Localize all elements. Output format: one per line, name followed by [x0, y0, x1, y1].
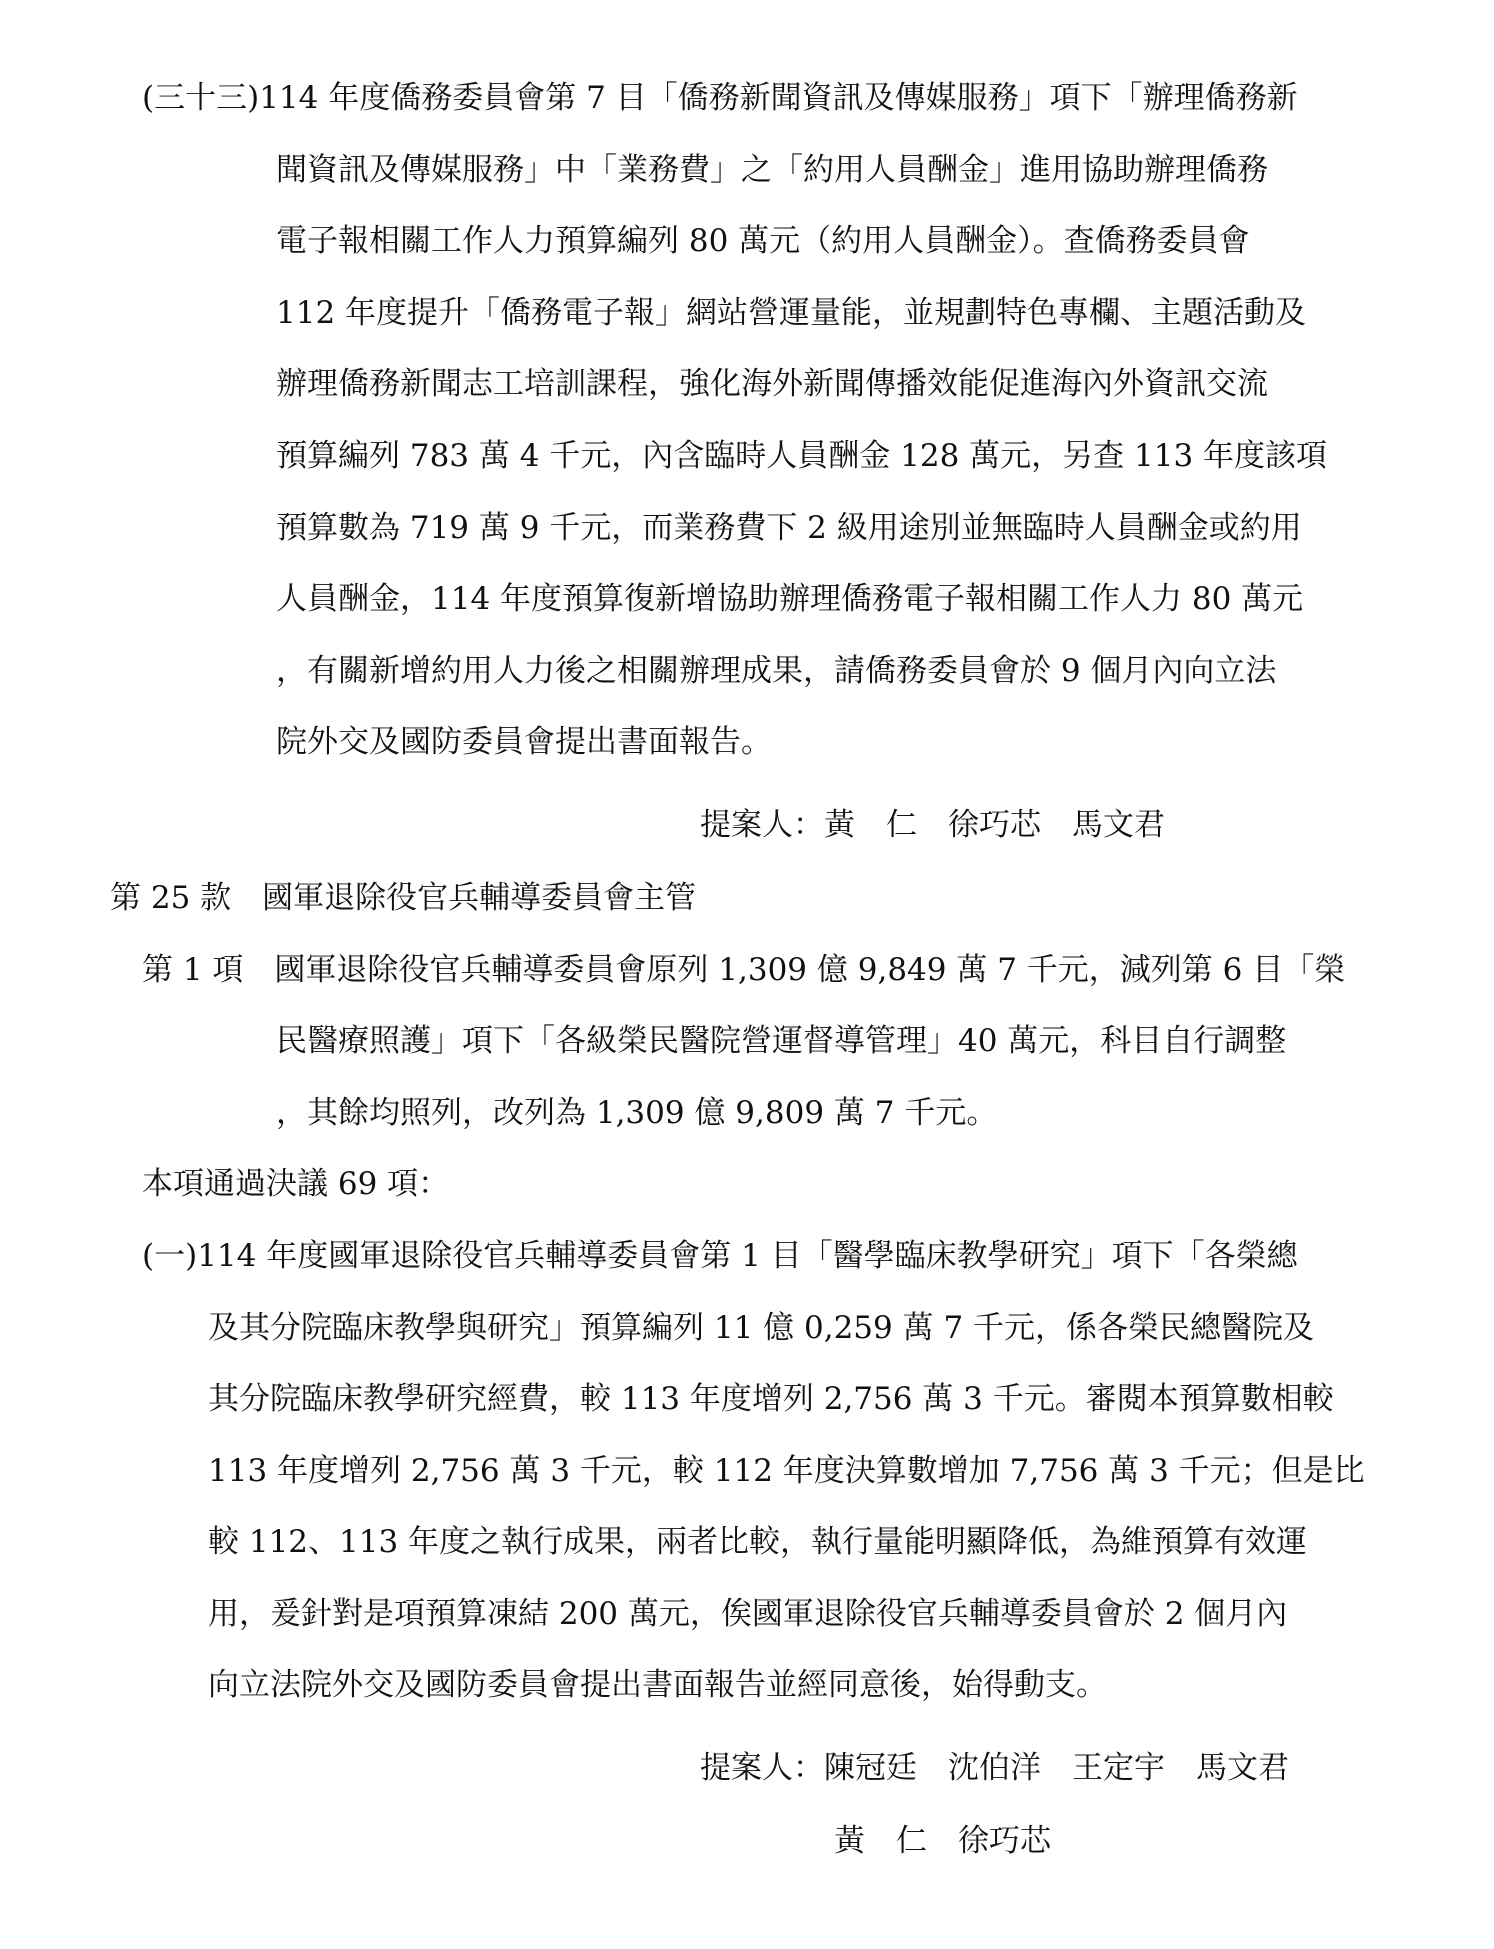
resolution1-line-2: 及其分院臨床教學與研究」預算編列 11 億 0,259 萬 7 千元，係各榮民總醫院及	[208, 1310, 1315, 1346]
resolution1-line-7: 向立法院外交及國防委員會提出書面報告並經同意後，始得動支。	[208, 1667, 1107, 1703]
item1-line-1: 第 1 項 國軍退除役官兵輔導委員會原列 1,309 億 9,849 萬 7 千元，減列第 6 目「榮	[142, 952, 1346, 988]
section33-line-4: 112 年度提升「僑務電子報」網站營運量能，並規劃特色專欄、主題活動及	[276, 295, 1307, 331]
section33-line-9: ，有關新增約用人力後之相關辦理成果，請僑務委員會於 9 個月內向立法	[276, 653, 1277, 689]
section33-line-8: 人員酬金，114 年度預算復新增協助辦理僑務電子報相關工作人力 80 萬元	[276, 581, 1304, 617]
resolution1-line-1: (一)114 年度國軍退除役官兵輔導委員會第 1 目「醫學臨床教學研究」項下「各榮總	[142, 1238, 1298, 1274]
resolution1-line-5: 較 112、113 年度之執行成果，兩者比較，執行量能明顯降低，為維預算有效運	[208, 1524, 1308, 1560]
resolution1-line-4: 113 年度增列 2,756 萬 3 千元，較 112 年度決算數增加 7,756 萬 3 千元；但是比	[208, 1453, 1365, 1489]
resolution-summary: 本項通過決議 69 項：	[142, 1166, 450, 1202]
item1-line-2: 民醫療照護」項下「各級榮民醫院營運督導管理」40 萬元，科目自行調整	[276, 1023, 1287, 1059]
section33-line-6: 預算編列 783 萬 4 千元，內含臨時人員酬金 128 萬元，另查 113 年度該項	[276, 438, 1328, 474]
resolution1-proposers-2: 黃 仁 徐巧芯	[834, 1823, 1051, 1859]
section33-proposers: 提案人：黃 仁 徐巧芯 馬文君	[700, 807, 1165, 843]
item1-line-3: ，其餘均照列，改列為 1,309 億 9,809 萬 7 千元。	[276, 1095, 998, 1131]
resolution1-line-3: 其分院臨床教學研究經費，較 113 年度增列 2,756 萬 3 千元。審閱本預算數相較	[208, 1381, 1334, 1417]
resolution1-line-6: 用，爰針對是項預算凍結 200 萬元，俟國軍退除役官兵輔導委員會於 2 個月內	[208, 1596, 1288, 1632]
section33-line-3: 電子報相關工作人力預算編列 80 萬元（約用人員酬金）。查僑務委員會	[276, 223, 1250, 259]
section33-line-10: 院外交及國防委員會提出書面報告。	[276, 724, 772, 760]
section33-line-2: 聞資訊及傳媒服務」中「業務費」之「約用人員酬金」進用協助辦理僑務	[276, 152, 1268, 188]
section33-line-7: 預算數為 719 萬 9 千元，而業務費下 2 級用途別並無臨時人員酬金或約用	[276, 510, 1302, 546]
resolution1-proposers-1: 提案人：陳冠廷 沈伯洋 王定宇 馬文君	[700, 1750, 1289, 1786]
section33-line-1: (三十三)114 年度僑務委員會第 7 目「僑務新聞資訊及傳媒服務」項下「辦理僑務新	[142, 80, 1298, 116]
section25-heading: 第 25 款 國軍退除役官兵輔導委員會主管	[110, 880, 697, 916]
section33-line-5: 辦理僑務新聞志工培訓課程，強化海外新聞傳播效能促進海內外資訊交流	[276, 366, 1268, 402]
